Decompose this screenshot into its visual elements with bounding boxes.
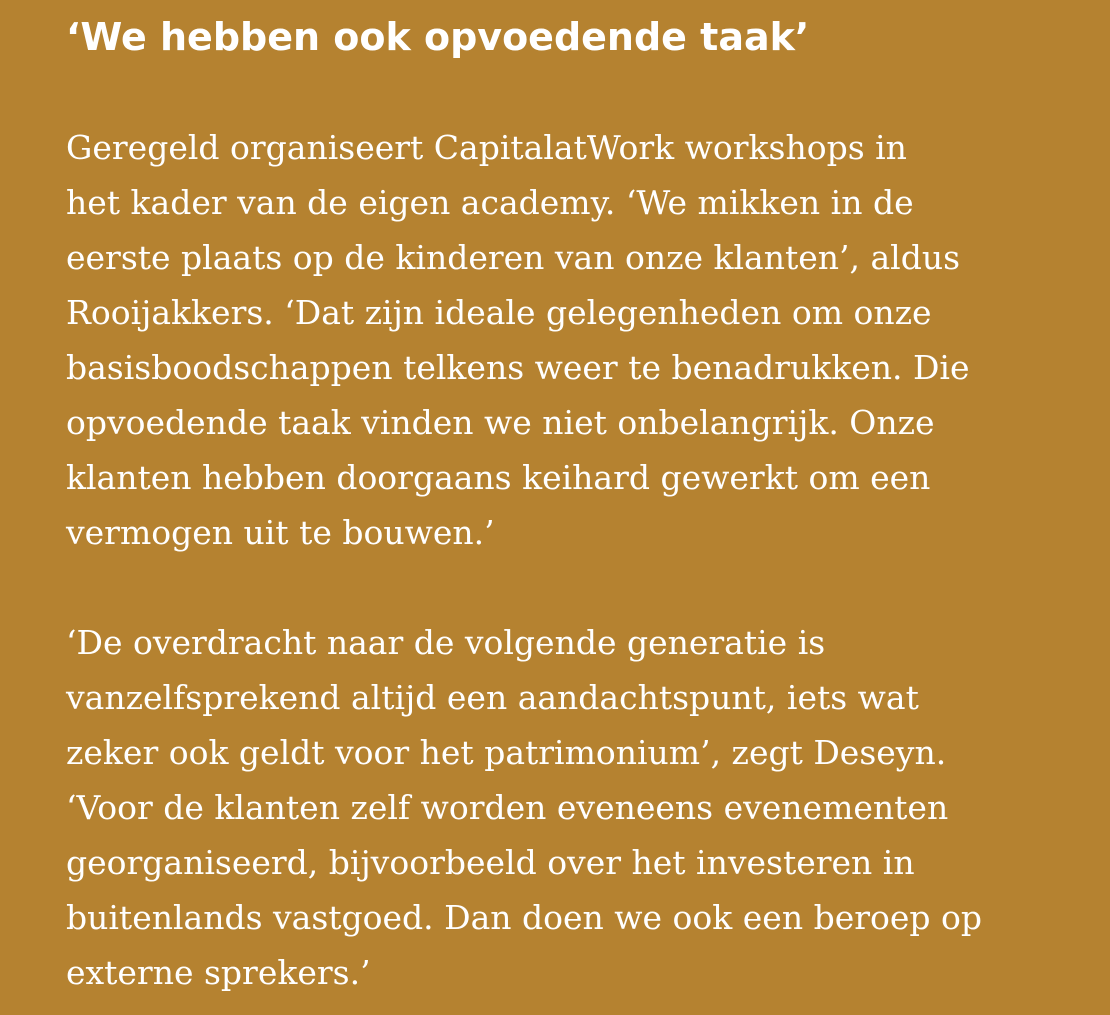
paragraph-line: eerste plaats op de kinderen van onze klanten’, aldus	[66, 238, 961, 277]
paragraph-line: zeker ook geldt voor het patrimonium’, zegt Deseyn.	[66, 733, 947, 772]
paragraph-line: klanten hebben doorgaans keihard gewerkt om een	[66, 458, 931, 497]
paragraph-1	[66, 120, 1006, 560]
article-heading: ‘We hebben ook opvoedende taak’	[66, 15, 810, 59]
paragraph-line: ‘Voor de klanten zelf worden eveneens evenementen	[66, 788, 949, 827]
article-box	[66, 10, 1006, 1000]
paragraph-line: externe sprekers.’	[66, 953, 371, 992]
paragraph-spacer	[66, 560, 1006, 615]
paragraph-line: vanzelfsprekend altijd een aandachtspunt, iets wat	[66, 678, 919, 717]
paragraph-line: het kader van de eigen academy. ‘We mikken in de	[66, 183, 914, 222]
paragraph-line: georganiseerd, bijvoorbeeld over het investeren in	[66, 843, 915, 882]
paragraph-line: ‘De overdracht naar de volgende generatie is	[66, 623, 826, 662]
paragraph-line: buitenlands vastgoed. Dan doen we ook een beroep op	[66, 898, 983, 937]
paragraph-line: basisboodschappen telkens weer te benadrukken. Die	[66, 348, 970, 387]
paragraph-line: Rooijakkers. ‘Dat zijn ideale gelegenheden om onze	[66, 293, 932, 332]
paragraph-line: vermogen uit te bouwen.’	[66, 513, 495, 552]
paragraph-line: opvoedende taak vinden we niet onbelangrijk. Onze	[66, 403, 935, 442]
paragraph-line: Geregeld organiseert CapitalatWork workshops in	[66, 128, 907, 167]
paragraph-2	[66, 615, 1006, 1000]
